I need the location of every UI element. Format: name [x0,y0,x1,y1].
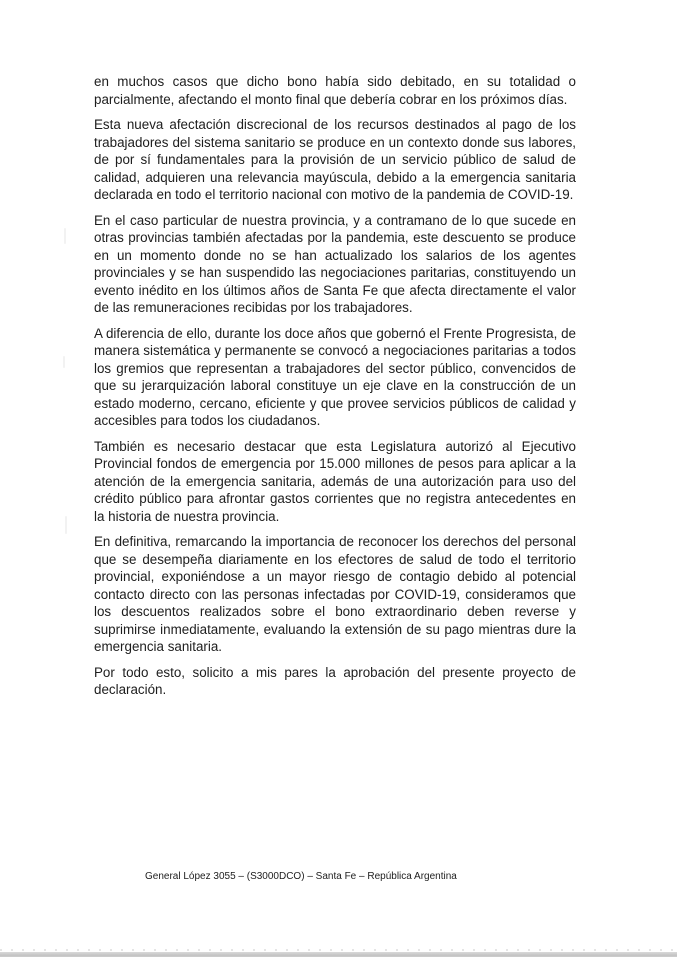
document-paragraph: A diferencia de ello, durante los doce años que gobernó el Frente Progresista, de manera sistemática y permanente se convocó a negociaciones paritarias a todos los gremios que representan a trabajadores del sector público, convencidos de que su jerarquización laboral constituye un eje clave en la construcción de un estado moderno, cercano, eficiente y que provee servicios públicos de calidad y accesibles para todos los ciudadanos. [94,325,576,428]
page-bottom-edge [0,952,677,957]
scan-artifact [65,516,67,534]
document-paragraph: En el caso particular de nuestra provincia, y a contramano de lo que sucede en otras provincias también afectadas por la pandemia, este descuento se produce en un momento donde no se han actualizado los salarios de los agentes provinciales y se han suspendido las negociaciones paritarias, constituyendo un evento inédito en los últimos años de Santa Fe que afecta directamente el valor de las remuneraciones recibidas por los trabajadores. [94,212,576,315]
scan-artifact [63,356,65,368]
document-paragraph: Esta nueva afectación discrecional de los recursos destinados al pago de los trabajadores del sistema sanitario se produce en un contexto donde sus labores, de por sí fundamentales para la provisión de un servicio público de salud de calidad, adquieren una relevancia mayúscula, debido a la emergencia sanitaria declarada en todo el territorio nacional con motivo de la pandemia de COVID-19. [94,117,576,202]
document-paragraph: Por todo esto, solicito a mis pares la aprobación del presente proyecto de declaración. [94,664,576,697]
document-paragraph: en muchos casos que dicho bono había sido debitado, en su totalidad o parcialmente, afectando el monto final que debería cobrar en los próximos días. [94,74,576,107]
document-paragraph: También es necesario destacar que esta Legislatura autorizó al Ejecutivo Provincial fondos de emergencia por 15.000 millones de pesos para aplicar a la atención de la emergencia sanitaria, además de una autorización para uso del crédito público para afrontar gastos corrientes que no registra antecedentes en la historia de nuestra provincia. [94,438,576,524]
document-body-text [94,73,576,707]
scan-speckle-line [0,949,677,951]
page-footer-address: General López 3055 – (S3000DCO) – Santa Fe – República Argentina [145,871,457,882]
document-paragraph: En definitiva, remarcando la importancia de reconocer los derechos del personal que se desempeña diariamente en los efectores de salud de todo el territorio provincial, exponiéndose a un mayor riesgo de contagio debido al potencial contacto directo con las personas infectadas por COVID-19, consideramos que los descuentos realizados sobre el bono extraordinario deben reverse y suprimirse inmediatamente, evaluando la extensión de su pago mientras dure la emergencia sanitaria. [94,534,576,654]
scan-artifact [64,228,66,244]
